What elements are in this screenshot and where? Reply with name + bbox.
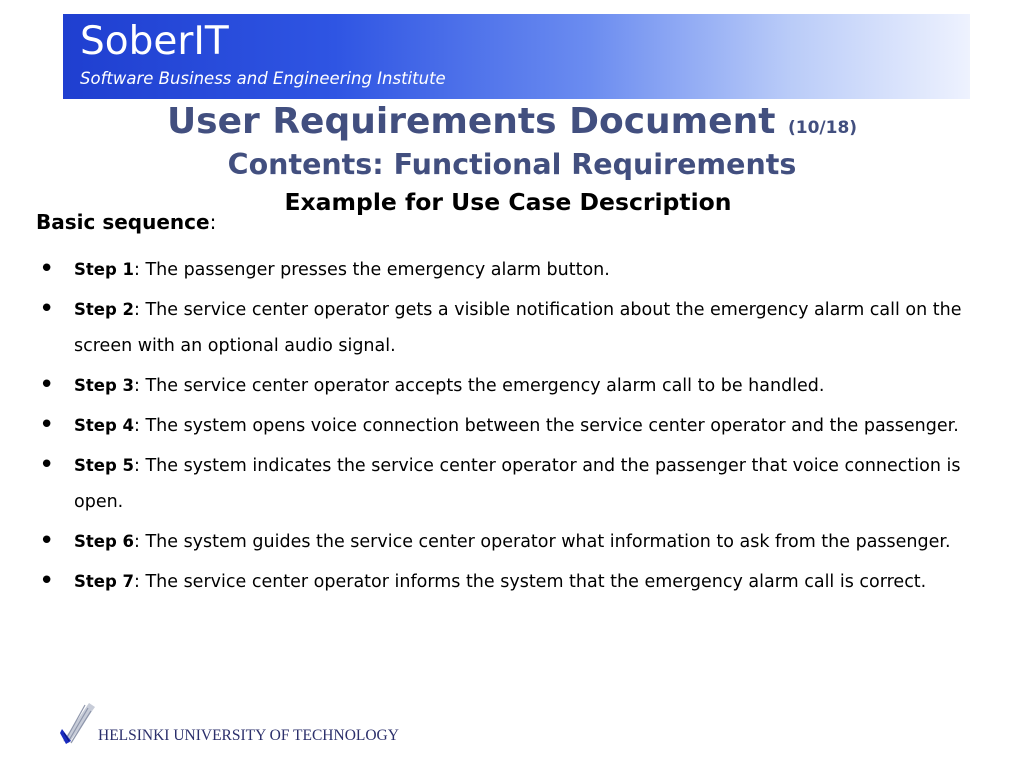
slide-title (0, 100, 1024, 150)
step-label: Step 4 (74, 416, 134, 435)
step-text: : The service center operator gets a visible notification about the emergency alarm call on the screen with an optional audio signal. (74, 300, 962, 356)
slide-subtitle: Contents: Functional Requirements (227, 148, 797, 181)
example-heading: Example for Use Case Description (284, 188, 732, 216)
list-item (36, 408, 996, 444)
section-label-text: Basic sequence (36, 210, 210, 234)
step-text: : The system guides the service center operator what information to ask from the passenger. (134, 532, 951, 552)
step-label: Step 3 (74, 376, 134, 395)
university-name: HELSINKI UNIVERSITY OF TECHNOLOGY (98, 727, 399, 744)
list-item (36, 368, 996, 404)
step-text: : The passenger presses the emergency alarm button. (134, 260, 610, 280)
step-label: Step 7 (74, 572, 134, 591)
step-label: Step 5 (74, 456, 134, 475)
institute-subtitle: Software Business and Engineering Institute (80, 69, 446, 88)
steps-list (36, 252, 996, 604)
slide-counter: (10/18) (787, 118, 858, 138)
bullet-icon: • (39, 450, 55, 480)
step-label: Step 6 (74, 532, 134, 551)
bullet-icon: • (39, 566, 55, 596)
step-label: Step 1 (74, 260, 134, 279)
list-item (36, 252, 996, 288)
bullet-icon: • (39, 294, 55, 324)
list-item (36, 524, 996, 560)
bullet-icon: • (39, 254, 55, 284)
list-item (36, 564, 996, 600)
step-text: : The system opens voice connection between the service center operator and the passenger. (134, 416, 959, 436)
brand-title: SoberIT (80, 19, 229, 64)
section-label-colon: : (209, 210, 217, 234)
bullet-icon: • (39, 526, 55, 556)
step-text: : The service center operator accepts the emergency alarm call to be handled. (134, 376, 825, 396)
header-banner (63, 14, 970, 99)
bullet-icon: • (39, 370, 55, 400)
bullet-icon: • (39, 410, 55, 440)
step-text: : The system indicates the service center operator and the passenger that voice connection is open. (74, 456, 961, 512)
slide-title-text: User Requirements Document (166, 101, 776, 142)
step-text: : The service center operator informs the system that the emergency alarm call is correct. (134, 572, 927, 592)
list-item (36, 292, 996, 364)
section-label (36, 207, 216, 237)
step-label: Step 2 (74, 300, 134, 319)
university-logo-icon (59, 697, 97, 745)
list-item (36, 448, 996, 520)
